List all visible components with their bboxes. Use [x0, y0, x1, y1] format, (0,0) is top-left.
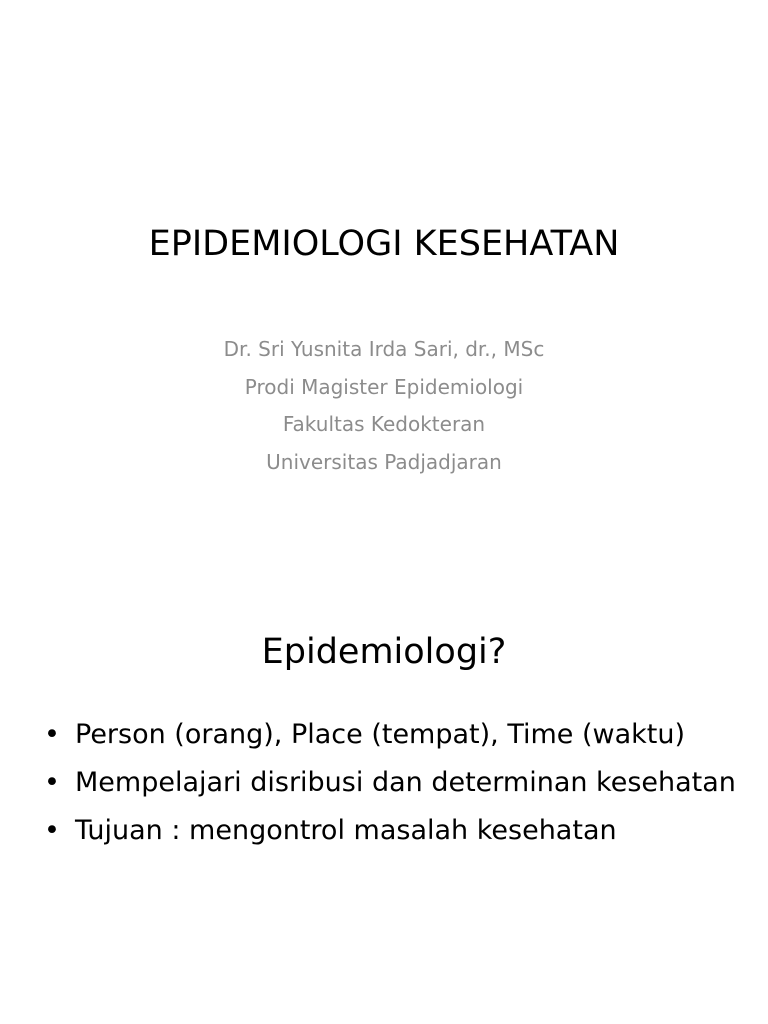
bullet-icon: • [44, 719, 60, 750]
bullet-text: Mempelajari disribusi dan determinan kesehatan [75, 767, 736, 798]
university: Universitas Padjadjaran [266, 449, 502, 474]
content-slide [0, 576, 768, 1024]
author-name: Dr. Sri Yusnita Irda Sari, dr., MSc [223, 337, 545, 361]
bullet-text: Person (orang), Place (tempat), Time (waktu) [75, 719, 686, 750]
study-program: Prodi Magister Epidemiologi [244, 374, 524, 399]
bullet-icon: • [44, 767, 60, 798]
bullet-icon: • [44, 815, 60, 846]
slide-title: EPIDEMIOLOGI KESEHATAN [148, 224, 620, 264]
list-item [44, 762, 744, 804]
faculty: Fakultas Kedokteran [282, 412, 486, 436]
list-item [44, 810, 744, 852]
list-item [44, 714, 744, 756]
bullet-list [44, 714, 744, 858]
author-info [0, 331, 768, 481]
bullet-text: Tujuan : mengontrol masalah kesehatan [75, 815, 617, 846]
slide-title: Epidemiologi? [261, 632, 507, 672]
